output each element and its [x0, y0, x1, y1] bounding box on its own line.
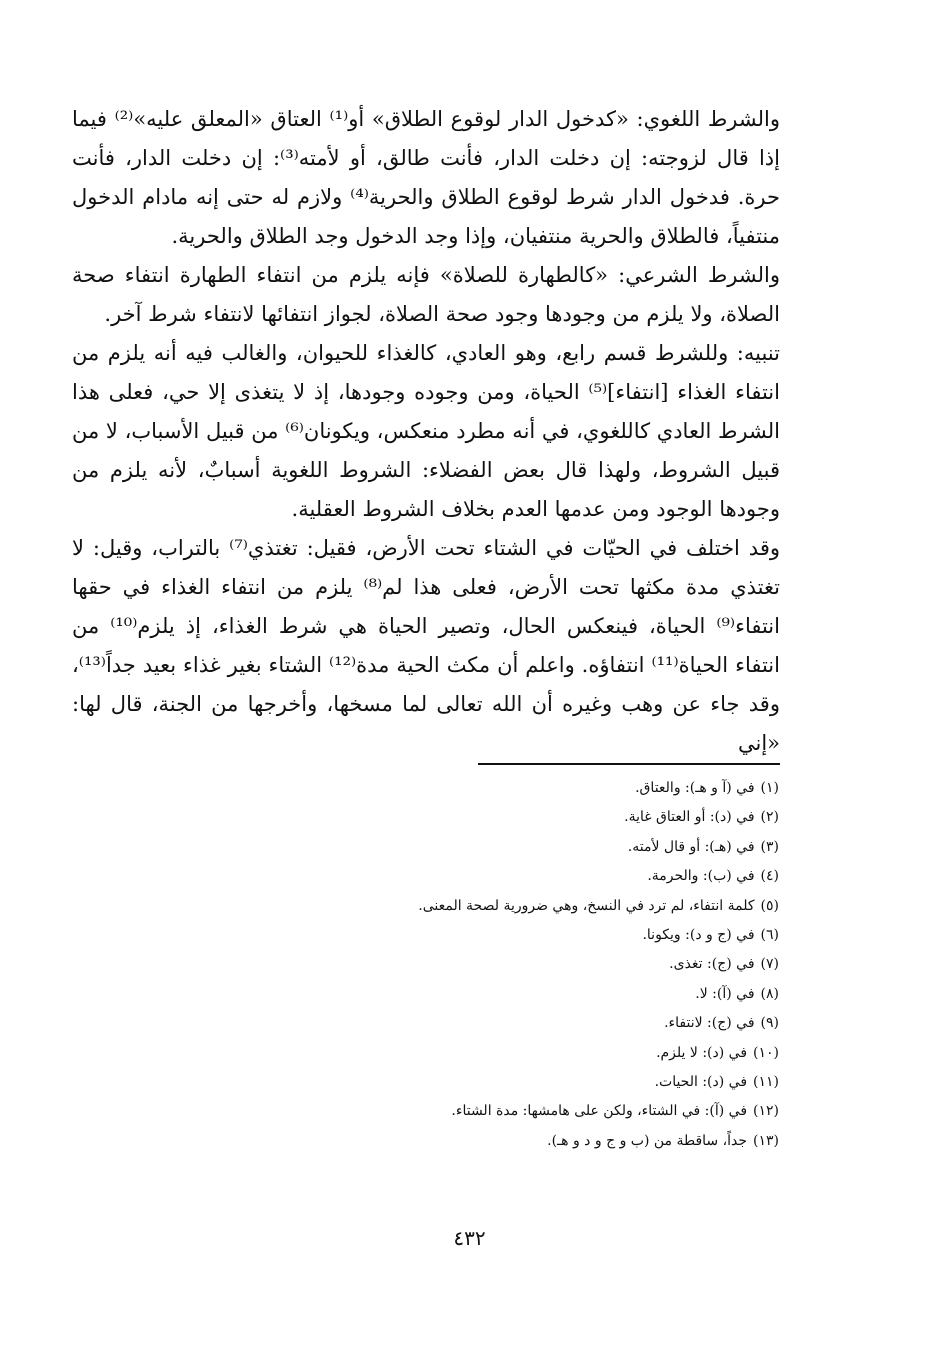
footnote	[159, 1039, 779, 1068]
footnote-text: في (ج): تغذى.	[669, 956, 755, 973]
footnote-number: (٦)	[760, 927, 779, 944]
footnote	[159, 980, 779, 1009]
footnote-number: (٣)	[760, 838, 779, 855]
footnote-number: (١١)	[753, 1074, 779, 1091]
footnotes	[159, 774, 779, 1156]
footnote-number: (٤)	[760, 868, 779, 885]
footnote-text: جداً، ساقطة من (ب و ج و د و هـ).	[547, 1132, 748, 1149]
footnote	[159, 833, 779, 862]
paragraph-legal-condition: والشرط الشرعي: «كالطهارة للصلاة» فإنه يلزم من انتفاء الطهارة انتفاء صحة الصلاة، ولا يلزم من وجودها وجود صحة الصلاة، لجواز انتفائها لانتفاء شرط آخر.	[72, 263, 780, 326]
footnote-number: (٢)	[760, 809, 779, 826]
footnote-text: في (د): أو العتاق غاية.	[624, 809, 755, 826]
footnote	[159, 1097, 779, 1126]
paragraph-linguistic-condition: والشرط اللغوي: «كدخول الدار لوقوع الطلاق» أو⁽¹⁾ العتاق «المعلق عليه»⁽²⁾ فيما إذا قال لزوجته: إن دخلت الدار، فأنت طالق، أو لأمته⁽³⁾: إن دخلت الدار، فأنت حرة. فدخول الدار شرط لوقوع الطلاق والحرية⁽⁴⁾ ولازم له حتى إنه مادام الدخول منتفياً، فالطلاق والحرية منتفيان، وإذا وجد الدخول وجد الطلاق والحرية.	[72, 107, 780, 248]
footnote-number: (٧)	[760, 956, 779, 973]
main-text	[72, 100, 780, 763]
footnote-divider	[478, 763, 780, 765]
footnote	[159, 921, 779, 950]
footnote-number: (٨)	[760, 985, 779, 1002]
footnote-number: (٥)	[760, 897, 779, 914]
footnote	[159, 1127, 779, 1156]
paragraph-note: تنبيه: وللشرط قسم رابع، وهو العادي، كالغذاء للحيوان، والغالب فيه أنه يلزم من انتفاء الغذاء [انتفاء]⁽⁵⁾ الحياة، ومن وجوده وجودها، إذ لا يتغذى إلا حي، فعلى هذا الشرط العادي كاللغوي، في أنه مطرد منعكس، ويكونان⁽⁶⁾ من قبيل الأسباب، لا من قبيل الشروط، ولهذا قال بعض الفضلاء: الشروط اللغوية أسبابٌ، لأنه يلزم من وجودها الوجود ومن عدمها العدم بخلاف الشروط العقلية.	[72, 341, 780, 521]
footnote	[159, 803, 779, 832]
footnote-text: في (د): لا يلزم.	[656, 1044, 748, 1061]
footnote-text: في (ج): لانتفاء.	[664, 1015, 755, 1032]
footnote-text: كلمة انتفاء، لم ترد في النسخ، وهي ضرورية لصحة المعنى.	[418, 897, 755, 914]
footnote	[159, 1009, 779, 1038]
footnote-number: (١)	[760, 780, 779, 796]
footnote	[159, 950, 779, 979]
page-number: ٤٣٢	[453, 1226, 486, 1250]
footnote-text: في (آ): في الشتاء، ولكن على هامشها: مدة الشتاء.	[451, 1103, 748, 1120]
footnote-text: في (هـ): أو قال لأمته.	[627, 838, 755, 855]
footnote	[159, 774, 779, 803]
paragraph-snakes: وقد اختلف في الحيّات في الشتاء تحت الأرض، فقيل: تغتذي⁽⁷⁾ بالتراب، وقيل: لا تغتذي مدة مكثها تحت الأرض، فعلى هذا لم⁽⁸⁾ يلزم من انتفاء الغذاء في حقها انتفاء⁽⁹⁾ الحياة، فينعكس الحال، وتصير الحياة هي شرط الغذاء، إذ يلزم⁽¹⁰⁾ من انتفاء الحياة⁽¹¹⁾ انتفاؤه. واعلم أن مكث الحية مدة⁽¹²⁾ الشتاء بغير غذاء بعيد جداً⁽¹³⁾، وقد جاء عن وهب وغيره أن الله تعالى لما مسخها، وأخرجها من الجنة، قال لها: «إني	[72, 536, 781, 755]
footnote-number: (١٠)	[753, 1044, 779, 1061]
footnote-text: في (آ): لا.	[695, 985, 755, 1002]
footnote	[159, 892, 779, 921]
footnote	[159, 862, 779, 891]
footnote-text: في (ج و د): ويكونا.	[642, 927, 755, 944]
footnote	[159, 1068, 779, 1097]
footnote-text: في (ب): والحرمة.	[647, 868, 755, 885]
footnote-text: في (د): الحيات.	[654, 1074, 748, 1091]
footnote-text: في (آ و هـ): والعتاق.	[635, 780, 755, 796]
footnote-number: (١٣)	[753, 1132, 779, 1149]
footnote-number: (٩)	[760, 1015, 779, 1032]
footnote-number: (١٢)	[753, 1103, 779, 1120]
